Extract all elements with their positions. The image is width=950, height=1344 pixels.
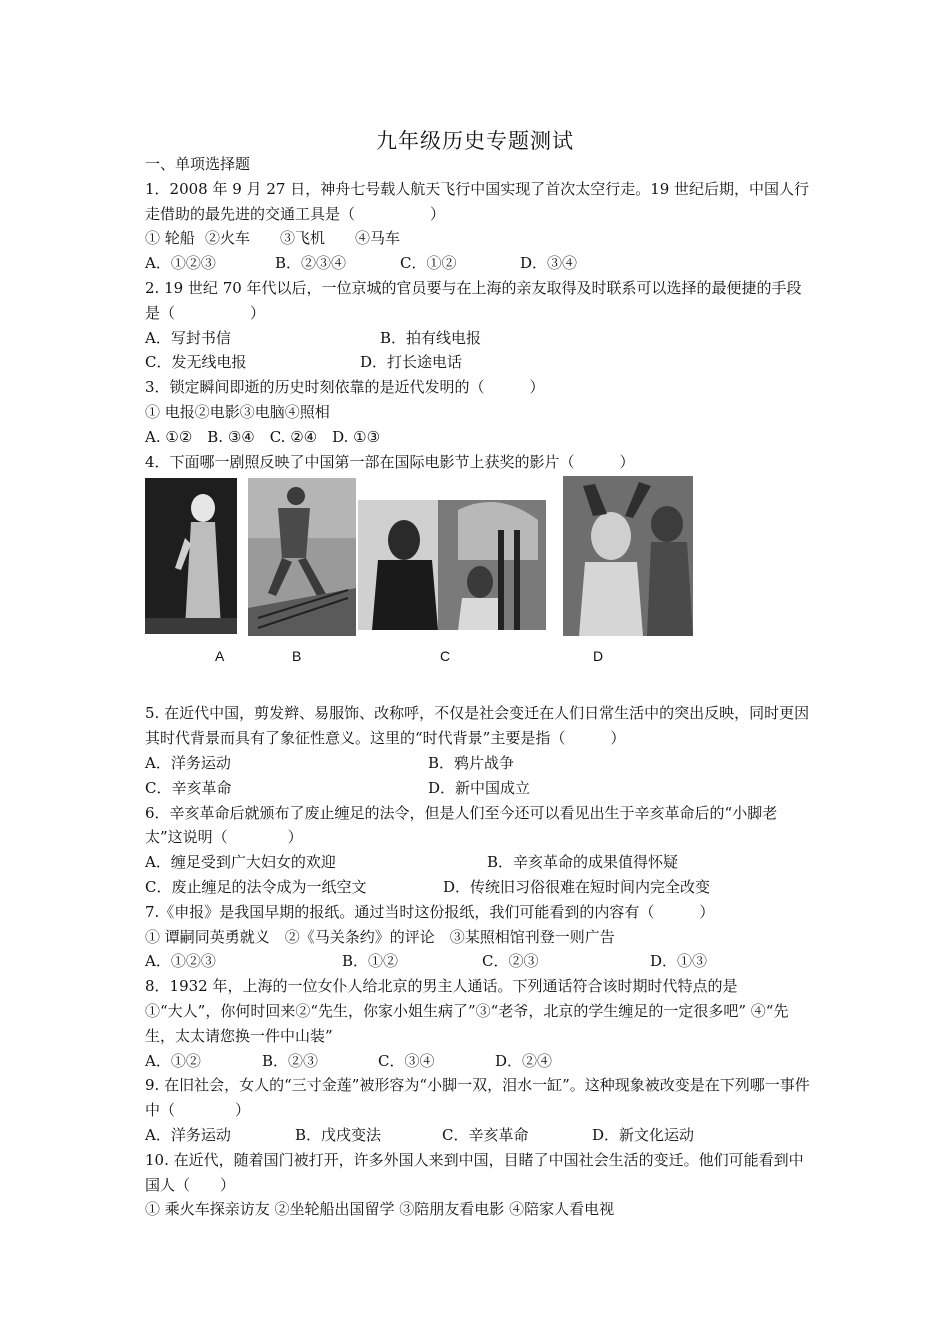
q8-option-a: A．①② xyxy=(145,1051,201,1070)
q2-option-a: A．写封书信 xyxy=(145,328,231,347)
q1-option-d: D．③④ xyxy=(520,254,578,273)
question-6-options-row2 xyxy=(145,875,810,900)
q6-option-c: C．废止缠足的法令成为一纸空文 xyxy=(145,877,367,896)
page-title: 九年级历史专题测试 xyxy=(376,129,574,153)
photo-label-b: B xyxy=(292,648,302,665)
q5-option-a: A．洋务运动 xyxy=(145,753,231,772)
question-1-options xyxy=(145,251,810,276)
q1-option-c: C．①② xyxy=(400,254,457,273)
q1-item-4: ④马车 xyxy=(355,229,401,248)
question-1-text: 1．2008 年 9 月 27 日，神舟七号载人航天飞行中国实现了首次太空行走。19 世纪后期，中国人行走借助的最先进的交通工具是（ ） xyxy=(145,179,810,223)
question-8-options xyxy=(145,1049,810,1074)
q7-option-a: A．①②③ xyxy=(145,952,216,971)
question-10-text: 10. 在近代，随着国门被打开，许多外国人来到中国，目睹了中国社会生活的变迁。他们可能看到中国人（ ） xyxy=(145,1150,804,1194)
photo-label-d: D xyxy=(593,648,604,665)
question-8-items: ①“大人”，你何时回来②“先生，你家小姐生病了”③“老爷，北京的学生缠足的一定很多吧” ④“先生，太太请您换一件中山装” xyxy=(145,1001,789,1045)
q7-option-c: C．②③ xyxy=(482,952,539,971)
q9-option-d: D．新文化运动 xyxy=(592,1125,695,1144)
question-10-items: ① 乘火车探亲访友 ②坐轮船出国留学 ③陪朋友看电影 ④陪家人看电视 xyxy=(145,1200,615,1219)
q7-option-b: B．①② xyxy=(342,952,399,971)
q1-item-2: ②火车 xyxy=(205,229,251,248)
q9-option-c: C．辛亥革命 xyxy=(442,1125,529,1144)
q9-option-b: B．戊戌变法 xyxy=(295,1125,382,1144)
q1-option-b: B．②③④ xyxy=(275,254,347,273)
q2-option-d: D．打长途电话 xyxy=(360,353,463,372)
question-6-text: 6．辛亥革命后就颁布了废止缠足的法令，但是人们至今还可以看见出生于辛亥革命后的“小脚老太”这说明（ ） xyxy=(145,803,778,847)
question-3-text: 3．锁定瞬间即逝的历史时刻依靠的是近代发明的（ ） xyxy=(145,378,545,397)
question-9-text: 9. 在旧社会，女人的“三寸金莲”被形容为“小脚一双，泪水一缸”。这种现象被改变是在下列哪一事件中（ ） xyxy=(145,1076,810,1120)
question-2-options-row1 xyxy=(145,326,810,351)
q1-item-3: ③飞机 xyxy=(280,229,326,248)
exam-body xyxy=(145,152,810,1222)
q1-item-1: ① 轮船 xyxy=(145,229,195,248)
question-4-photos xyxy=(145,476,810,681)
photo-a xyxy=(145,478,237,634)
photo-c xyxy=(358,500,546,630)
question-9-options xyxy=(145,1123,810,1148)
question-5-options-row2 xyxy=(145,776,810,801)
q6-option-b: B．辛亥革命的成果值得怀疑 xyxy=(487,853,679,872)
q6-option-d: D．传统旧习俗很难在短时间内完全改变 xyxy=(443,877,711,896)
question-7-text: 7.《申报》是我国早期的报纸。通过当时这份报纸，我们可能看到的内容有（ ） xyxy=(145,902,715,921)
photo-label-a: A xyxy=(215,648,225,665)
photo-d xyxy=(563,476,693,636)
q6-option-a: A．缠足受到广大妇女的欢迎 xyxy=(145,853,336,872)
q1-option-a: A．①②③ xyxy=(145,254,216,273)
q5-option-c: C．辛亥革命 xyxy=(145,778,232,797)
question-6-options-row1 xyxy=(145,850,810,875)
photo-b xyxy=(248,478,356,636)
q2-option-b: B．拍有线电报 xyxy=(380,328,482,347)
q8-option-d: D．②④ xyxy=(495,1051,553,1070)
q2-option-c: C．发无线电报 xyxy=(145,353,247,372)
section-heading: 一、单项选择题 xyxy=(145,155,251,173)
question-8-text: 8．1932 年，上海的一位女仆人给北京的男主人通话。下列通话符合该时期时代特点的是 xyxy=(145,977,738,996)
question-5-options-row1 xyxy=(145,751,810,776)
question-4-text: 4．下面哪一剧照反映了中国第一部在国际电影节上获奖的影片（ ） xyxy=(145,452,635,471)
q5-option-b: B．鸦片战争 xyxy=(428,753,515,772)
q8-option-c: C．③④ xyxy=(378,1051,435,1070)
question-2-options-row2 xyxy=(145,350,810,375)
question-7-options xyxy=(145,949,810,974)
q9-option-a: A．洋务运动 xyxy=(145,1125,231,1144)
photo-label-c: C xyxy=(440,648,451,665)
question-3-options: A. ①② B. ③④ C. ②④ D. ①③ xyxy=(145,427,381,446)
question-7-items: ① 谭嗣同英勇就义 ②《马关条约》的评论 ③某照相馆刊登一则广告 xyxy=(145,927,615,946)
question-1-items xyxy=(145,226,810,251)
q8-option-b: B．②③ xyxy=(262,1051,319,1070)
q5-option-d: D．新中国成立 xyxy=(428,778,531,797)
question-2-text: 2. 19 世纪 70 年代以后，一位京城的官员要与在上海的亲友取得及时联系可以选择的最便捷的手段是（ ） xyxy=(145,278,802,322)
question-3-items: ① 电报②电影③电脑④照相 xyxy=(145,402,330,421)
question-5-text: 5. 在近代中国，剪发辫、易服饰、改称呼，不仅是社会变迁在人们日常生活中的突出反映，同时更因其时代背景而具有了象征性意义。这里的“时代背景”主要是指（ ） xyxy=(145,704,810,748)
q7-option-d: D．①③ xyxy=(650,952,708,971)
